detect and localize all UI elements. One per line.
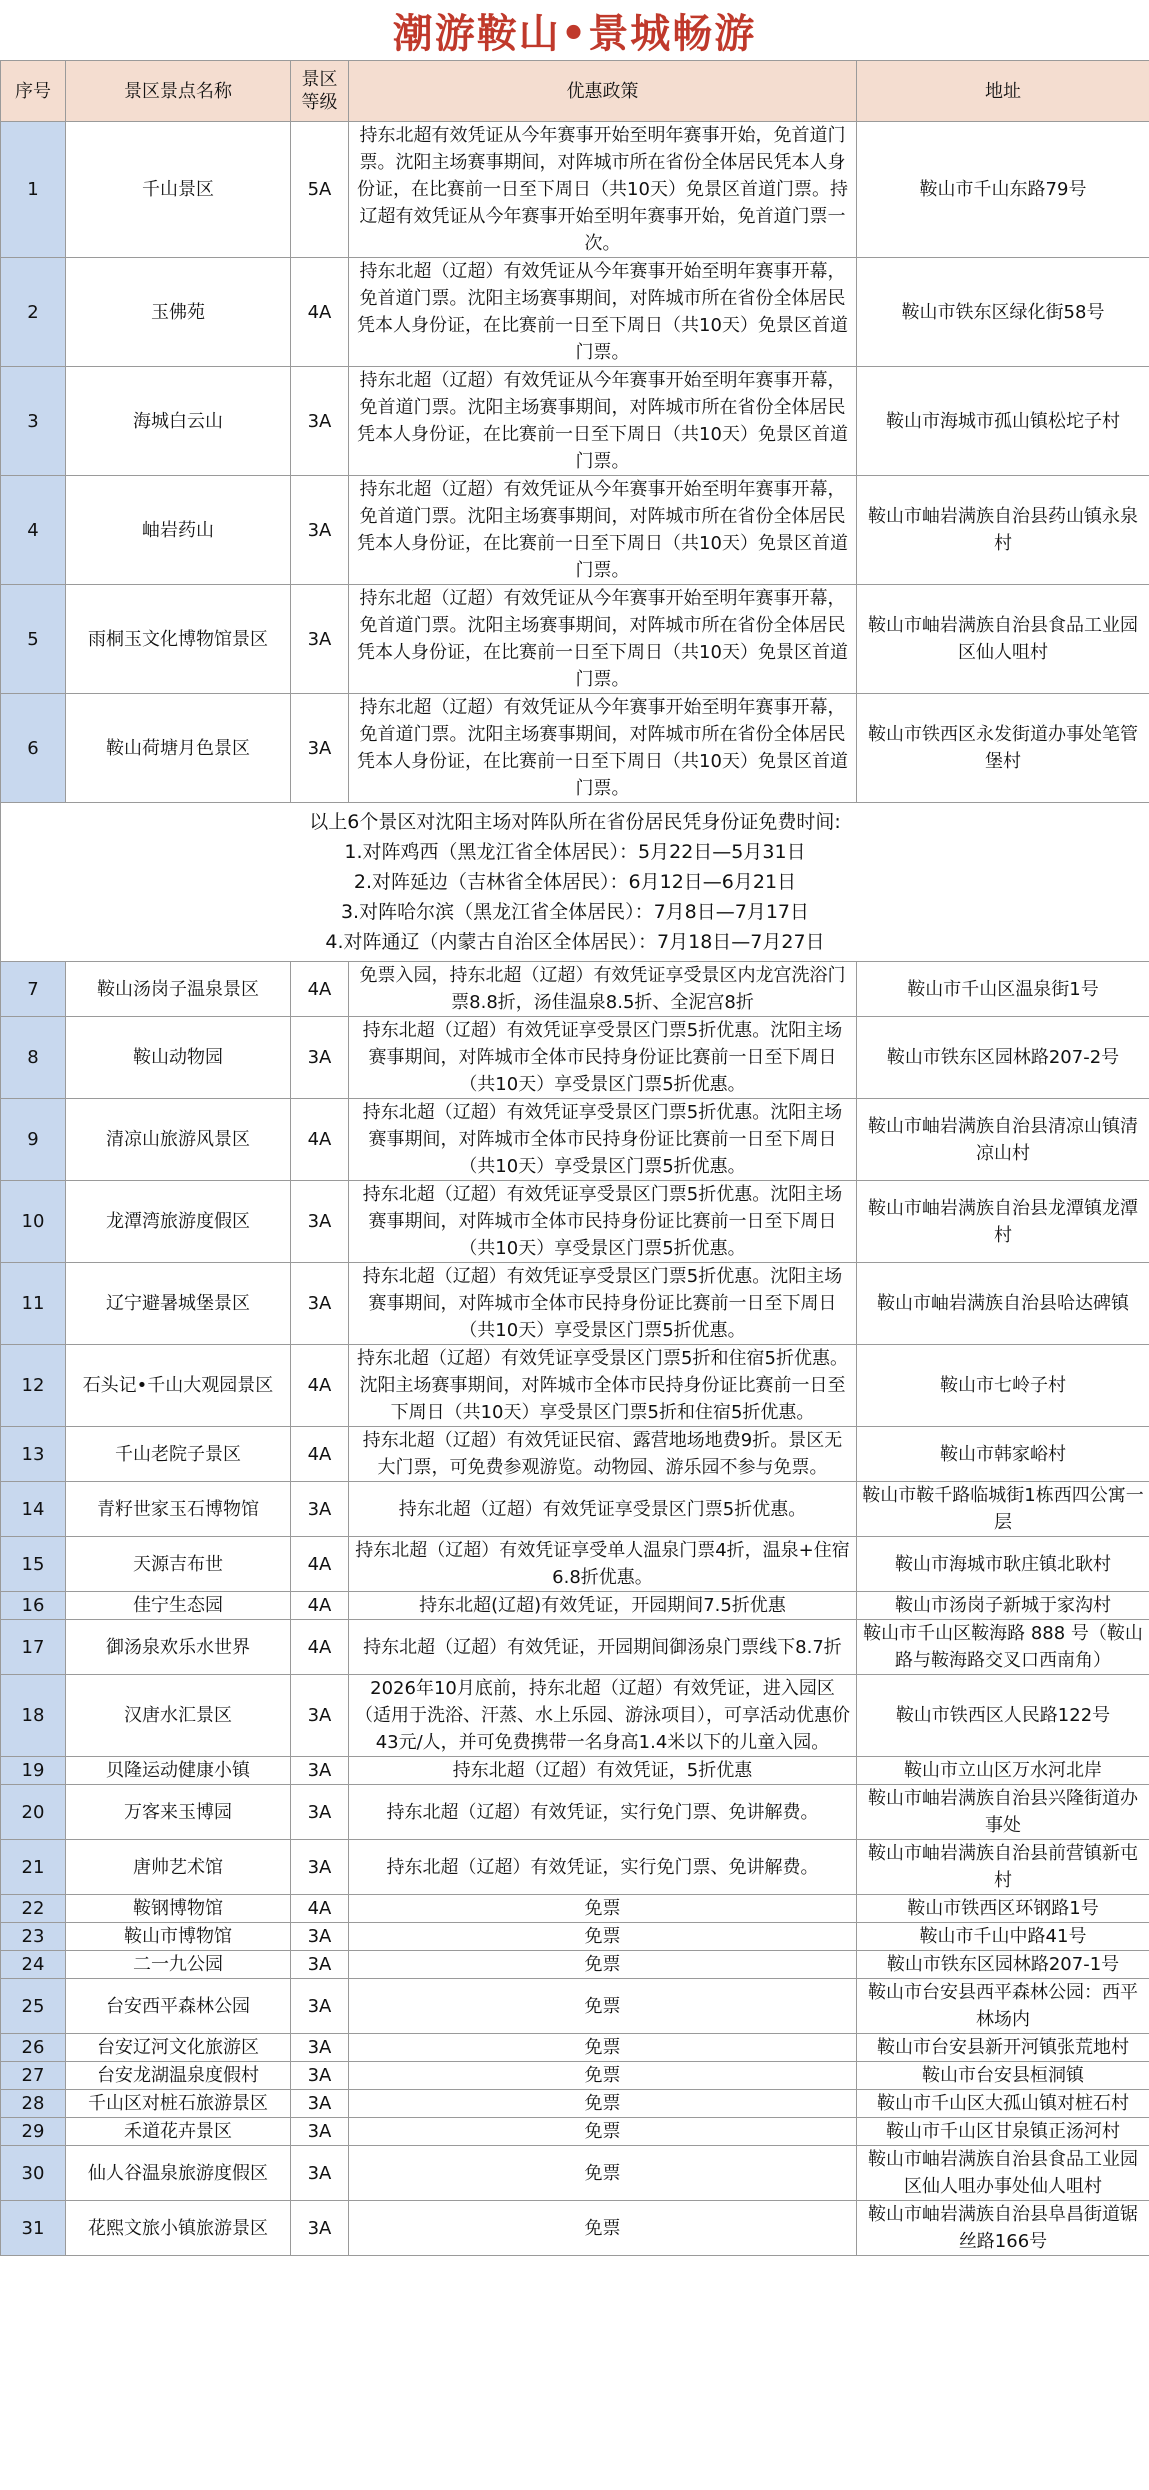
row-seq: 21	[1, 1840, 66, 1895]
row-seq: 29	[1, 2118, 66, 2146]
row-name: 二一九公园	[66, 1951, 291, 1979]
row-policy: 持东北超（辽超）有效凭证，实行免门票、免讲解费。	[349, 1785, 857, 1840]
row-grade: 3A	[291, 2146, 349, 2201]
row-seq: 2	[1, 258, 66, 367]
row-grade: 3A	[291, 2062, 349, 2090]
row-address: 鞍山市千山区鞍海路 888 号（鞍山路与鞍海路交叉口西南角）	[857, 1620, 1149, 1675]
table-row	[1, 1427, 1149, 1482]
row-name: 花熙文旅小镇旅游景区	[66, 2201, 291, 2256]
header-policy: 优惠政策	[349, 61, 857, 122]
row-address: 鞍山市鞍千路临城街1栋西四公寓一层	[857, 1482, 1149, 1537]
row-name: 千山老院子景区	[66, 1427, 291, 1482]
row-grade: 3A	[291, 2201, 349, 2256]
page-title: 潮游鞍山•景城畅游	[392, 10, 757, 57]
row-name: 鞍山荷塘月色景区	[66, 694, 291, 803]
row-name: 清凉山旅游风景区	[66, 1099, 291, 1181]
row-name: 石头记•千山大观园景区	[66, 1345, 291, 1427]
row-name: 辽宁避暑城堡景区	[66, 1263, 291, 1345]
row-grade: 3A	[291, 1482, 349, 1537]
row-grade: 3A	[291, 476, 349, 585]
note-intro: 以上6个景区对沈阳主场对阵队所在省份居民凭身份证免费时间:	[309, 811, 841, 833]
row-seq: 13	[1, 1427, 66, 1482]
row-address: 鞍山市立山区万水河北岸	[857, 1757, 1149, 1785]
row-address: 鞍山市汤岗子新城于家沟村	[857, 1592, 1149, 1620]
row-seq: 18	[1, 1675, 66, 1757]
table-row	[1, 1592, 1149, 1620]
table-row	[1, 2090, 1149, 2118]
row-address: 鞍山市海城市耿庄镇北耿村	[857, 1537, 1149, 1592]
table-row	[1, 1895, 1149, 1923]
row-name: 贝隆运动健康小镇	[66, 1757, 291, 1785]
row-policy: 2026年10月底前，持东北超（辽超）有效凭证，进入园区（适用于洗浴、汗蒸、水上乐园、游泳项目），可享活动优惠价43元/人，并可免费携带一名身高1.4米以下的儿童入园。	[349, 1675, 857, 1757]
row-name: 千山景区	[66, 122, 291, 258]
row-policy: 持东北超（辽超）有效凭证从今年赛事开始至明年赛事开幕，免首道门票。沈阳主场赛事期间，对阵城市所在省份全体居民凭本人身份证，在比赛前一日至下周日（共10天）免景区首道门票。	[349, 258, 857, 367]
row-seq: 26	[1, 2034, 66, 2062]
row-address: 鞍山市岫岩满族自治县食品工业园区仙人咀办事处仙人咀村	[857, 2146, 1149, 2201]
row-name: 汉唐水汇景区	[66, 1675, 291, 1757]
table-row	[1, 585, 1149, 694]
table-row	[1, 2062, 1149, 2090]
table-row	[1, 2118, 1149, 2146]
row-grade: 3A	[291, 1923, 349, 1951]
row-grade: 5A	[291, 122, 349, 258]
row-address: 鞍山市岫岩满族自治县前营镇新屯村	[857, 1840, 1149, 1895]
note-item: 2.对阵延边（吉林省全体居民）：6月12日—6月21日	[353, 871, 797, 893]
table-row	[1, 476, 1149, 585]
note-item: 1.对阵鸡西（黑龙江省全体居民）：5月22日—5月31日	[344, 841, 806, 863]
header-name: 景区景点名称	[66, 61, 291, 122]
row-grade: 3A	[291, 2090, 349, 2118]
row-name: 海城白云山	[66, 367, 291, 476]
row-policy: 持东北超(辽超)有效凭证，开园期间7.5折优惠	[349, 1592, 857, 1620]
row-seq: 20	[1, 1785, 66, 1840]
row-policy: 免票	[349, 1895, 857, 1923]
row-seq: 6	[1, 694, 66, 803]
table-row	[1, 1181, 1149, 1263]
row-seq: 16	[1, 1592, 66, 1620]
row-seq: 22	[1, 1895, 66, 1923]
row-grade: 3A	[291, 367, 349, 476]
row-grade: 3A	[291, 1017, 349, 1099]
row-seq: 14	[1, 1482, 66, 1537]
table-row	[1, 694, 1149, 803]
row-seq: 4	[1, 476, 66, 585]
row-name: 唐帅艺术馆	[66, 1840, 291, 1895]
row-policy: 持东北超有效凭证从今年赛事开始至明年赛事开始，免首道门票。沈阳主场赛事期间，对阵城市所在省份全体居民凭本人身份证，在比赛前一日至下周日（共10天）免景区首道门票。持辽超有效凭证从今年赛事开始至明年赛事开始，免首道门票一次。	[349, 122, 857, 258]
table-row	[1, 1757, 1149, 1785]
row-policy: 持东北超（辽超）有效凭证享受景区门票5折优惠。	[349, 1482, 857, 1537]
row-name: 鞍山汤岗子温泉景区	[66, 962, 291, 1017]
row-grade: 3A	[291, 1979, 349, 2034]
row-name: 仙人谷温泉旅游度假区	[66, 2146, 291, 2201]
row-policy: 免票	[349, 2062, 857, 2090]
row-address: 鞍山市千山区大孤山镇对桩石村	[857, 2090, 1149, 2118]
row-address: 鞍山市台安县新开河镇张荒地村	[857, 2034, 1149, 2062]
table-row	[1, 1537, 1149, 1592]
row-address: 鞍山市千山区甘泉镇正汤河村	[857, 2118, 1149, 2146]
row-grade: 4A	[291, 962, 349, 1017]
table-header-row	[1, 61, 1149, 122]
row-address: 鞍山市七岭子村	[857, 1345, 1149, 1427]
row-grade: 4A	[291, 1099, 349, 1181]
row-address: 鞍山市台安县西平森林公园：西平林场内	[857, 1979, 1149, 2034]
free-period-note-row	[1, 803, 1149, 962]
header-grade: 景区 等级	[291, 61, 349, 122]
row-grade: 3A	[291, 2118, 349, 2146]
table-row	[1, 1482, 1149, 1537]
table-row	[1, 1017, 1149, 1099]
row-name: 台安龙湖温泉度假村	[66, 2062, 291, 2090]
row-grade: 4A	[291, 1895, 349, 1923]
row-seq: 17	[1, 1620, 66, 1675]
row-policy: 持东北超（辽超）有效凭证，实行免门票、免讲解费。	[349, 1840, 857, 1895]
row-address: 鞍山市千山区温泉街1号	[857, 962, 1149, 1017]
table-row	[1, 258, 1149, 367]
row-policy: 持东北超（辽超）有效凭证从今年赛事开始至明年赛事开幕，免首道门票。沈阳主场赛事期间，对阵城市所在省份全体居民凭本人身份证，在比赛前一日至下周日（共10天）免景区首道门票。	[349, 476, 857, 585]
row-grade: 3A	[291, 1951, 349, 1979]
row-grade: 4A	[291, 1345, 349, 1427]
row-grade: 3A	[291, 2034, 349, 2062]
row-address: 鞍山市岫岩满族自治县药山镇永泉村	[857, 476, 1149, 585]
row-address: 鞍山市岫岩满族自治县食品工业园区仙人咀村	[857, 585, 1149, 694]
table-row	[1, 1785, 1149, 1840]
row-seq: 23	[1, 1923, 66, 1951]
table-row	[1, 962, 1149, 1017]
row-seq: 24	[1, 1951, 66, 1979]
row-policy: 持东北超（辽超）有效凭证，5折优惠	[349, 1757, 857, 1785]
row-address: 鞍山市岫岩满族自治县阜昌街道锯丝路166号	[857, 2201, 1149, 2256]
row-policy: 持东北超（辽超）有效凭证从今年赛事开始至明年赛事开幕，免首道门票。沈阳主场赛事期间，对阵城市所在省份全体居民凭本人身份证，在比赛前一日至下周日（共10天）免景区首道门票。	[349, 585, 857, 694]
row-seq: 10	[1, 1181, 66, 1263]
row-grade: 4A	[291, 258, 349, 367]
row-name: 千山区对桩石旅游景区	[66, 2090, 291, 2118]
note-item: 3.对阵哈尔滨（黑龙江省全体居民）：7月8日—7月17日	[340, 901, 810, 923]
row-policy: 持东北超（辽超）有效凭证从今年赛事开始至明年赛事开幕，免首道门票。沈阳主场赛事期间，对阵城市所在省份全体居民凭本人身份证，在比赛前一日至下周日（共10天）免景区首道门票。	[349, 694, 857, 803]
row-policy: 持东北超（辽超）有效凭证民宿、露营地场地费9折。景区无大门票，可免费参观游览。动物园、游乐园不参与免票。	[349, 1427, 857, 1482]
row-name: 鞍钢博物馆	[66, 1895, 291, 1923]
row-seq: 25	[1, 1979, 66, 2034]
table-row	[1, 1979, 1149, 2034]
row-name: 雨桐玉文化博物馆景区	[66, 585, 291, 694]
table-row	[1, 367, 1149, 476]
header-address: 地址	[857, 61, 1149, 122]
row-name: 天源吉布世	[66, 1537, 291, 1592]
row-policy: 免票	[349, 1951, 857, 1979]
row-policy: 免票	[349, 2034, 857, 2062]
row-policy: 免票入园，持东北超（辽超）有效凭证享受景区内龙宫洗浴门票8.8折，汤佳温泉8.5折、全泥宫8折	[349, 962, 857, 1017]
row-grade: 3A	[291, 1675, 349, 1757]
row-seq: 15	[1, 1537, 66, 1592]
row-seq: 31	[1, 2201, 66, 2256]
row-address: 鞍山市铁东区园林路207-1号	[857, 1951, 1149, 1979]
row-policy: 持东北超（辽超）有效凭证，开园期间御汤泉门票线下8.7折	[349, 1620, 857, 1675]
row-policy: 免票	[349, 1923, 857, 1951]
table-row	[1, 1345, 1149, 1427]
row-address: 鞍山市岫岩满族自治县哈达碑镇	[857, 1263, 1149, 1345]
row-policy: 持东北超（辽超）有效凭证享受景区门票5折优惠。沈阳主场赛事期间，对阵城市全体市民持身份证比赛前一日至下周日（共10天）享受景区门票5折优惠。	[349, 1017, 857, 1099]
row-policy: 持东北超（辽超）有效凭证享受单人温泉门票4折，温泉+住宿6.8折优惠。	[349, 1537, 857, 1592]
row-name: 鞍山市博物馆	[66, 1923, 291, 1951]
row-address: 鞍山市岫岩满族自治县龙潭镇龙潭村	[857, 1181, 1149, 1263]
row-policy: 免票	[349, 2146, 857, 2201]
row-policy: 持东北超（辽超）有效凭证享受景区门票5折优惠。沈阳主场赛事期间，对阵城市全体市民持身份证比赛前一日至下周日（共10天）享受景区门票5折优惠。	[349, 1263, 857, 1345]
table-row	[1, 2146, 1149, 2201]
row-policy: 免票	[349, 2201, 857, 2256]
table-row	[1, 2034, 1149, 2062]
row-seq: 3	[1, 367, 66, 476]
table-row	[1, 1675, 1149, 1757]
row-name: 青籽世家玉石博物馆	[66, 1482, 291, 1537]
table-row	[1, 2201, 1149, 2256]
row-address: 鞍山市岫岩满族自治县清凉山镇清凉山村	[857, 1099, 1149, 1181]
row-name: 御汤泉欢乐水世界	[66, 1620, 291, 1675]
row-name: 台安辽河文化旅游区	[66, 2034, 291, 2062]
row-address: 鞍山市铁西区永发街道办事处笔管堡村	[857, 694, 1149, 803]
row-policy: 持东北超（辽超）有效凭证从今年赛事开始至明年赛事开幕，免首道门票。沈阳主场赛事期间，对阵城市所在省份全体居民凭本人身份证，在比赛前一日至下周日（共10天）免景区首道门票。	[349, 367, 857, 476]
row-grade: 4A	[291, 1427, 349, 1482]
row-seq: 27	[1, 2062, 66, 2090]
row-address: 鞍山市千山东路79号	[857, 122, 1149, 258]
table-row	[1, 1099, 1149, 1181]
table-row	[1, 1263, 1149, 1345]
table-row	[1, 1951, 1149, 1979]
row-seq: 12	[1, 1345, 66, 1427]
row-seq: 5	[1, 585, 66, 694]
row-seq: 9	[1, 1099, 66, 1181]
header-seq: 序号	[1, 61, 66, 122]
row-address: 鞍山市海城市孤山镇松坨子村	[857, 367, 1149, 476]
row-address: 鞍山市岫岩满族自治县兴隆街道办事处	[857, 1785, 1149, 1840]
table-row	[1, 1620, 1149, 1675]
row-name: 万客来玉博园	[66, 1785, 291, 1840]
note-item: 4.对阵通辽（内蒙古自治区全体居民）：7月18日—7月27日	[325, 931, 825, 953]
row-policy: 持东北超（辽超）有效凭证享受景区门票5折优惠。沈阳主场赛事期间，对阵城市全体市民持身份证比赛前一日至下周日（共10天）享受景区门票5折优惠。	[349, 1181, 857, 1263]
row-name: 台安西平森林公园	[66, 1979, 291, 2034]
row-grade: 3A	[291, 1757, 349, 1785]
row-name: 岫岩药山	[66, 476, 291, 585]
row-grade: 4A	[291, 1592, 349, 1620]
row-grade: 4A	[291, 1537, 349, 1592]
row-grade: 3A	[291, 694, 349, 803]
row-grade: 3A	[291, 1263, 349, 1345]
row-seq: 28	[1, 2090, 66, 2118]
row-policy: 免票	[349, 1979, 857, 2034]
row-address: 鞍山市台安县桓洞镇	[857, 2062, 1149, 2090]
row-address: 鞍山市铁东区园林路207-2号	[857, 1017, 1149, 1099]
row-grade: 3A	[291, 1840, 349, 1895]
row-name: 玉佛苑	[66, 258, 291, 367]
row-seq: 30	[1, 2146, 66, 2201]
row-seq: 1	[1, 122, 66, 258]
row-name: 佳宁生态园	[66, 1592, 291, 1620]
row-seq: 11	[1, 1263, 66, 1345]
row-address: 鞍山市铁东区绿化街58号	[857, 258, 1149, 367]
table-row	[1, 122, 1149, 258]
table-row	[1, 1923, 1149, 1951]
row-name: 龙潭湾旅游度假区	[66, 1181, 291, 1263]
row-policy: 持东北超（辽超）有效凭证享受景区门票5折和住宿5折优惠。沈阳主场赛事期间，对阵城市全体市民持身份证比赛前一日至下周日（共10天）享受景区门票5折和住宿5折优惠。	[349, 1345, 857, 1427]
row-seq: 7	[1, 962, 66, 1017]
row-address: 鞍山市韩家峪村	[857, 1427, 1149, 1482]
row-grade: 4A	[291, 1620, 349, 1675]
row-policy: 免票	[349, 2118, 857, 2146]
row-grade: 3A	[291, 585, 349, 694]
row-seq: 19	[1, 1757, 66, 1785]
row-policy: 免票	[349, 2090, 857, 2118]
table-row	[1, 1840, 1149, 1895]
row-name: 禾道花卉景区	[66, 2118, 291, 2146]
row-seq: 8	[1, 1017, 66, 1099]
row-address: 鞍山市铁西区人民路122号	[857, 1675, 1149, 1757]
scenic-discount-table	[0, 60, 1149, 2256]
row-grade: 3A	[291, 1785, 349, 1840]
row-name: 鞍山动物园	[66, 1017, 291, 1099]
free-period-note	[1, 803, 1149, 962]
row-address: 鞍山市千山中路41号	[857, 1923, 1149, 1951]
row-address: 鞍山市铁西区环钢路1号	[857, 1895, 1149, 1923]
row-policy: 持东北超（辽超）有效凭证享受景区门票5折优惠。沈阳主场赛事期间，对阵城市全体市民持身份证比赛前一日至下周日（共10天）享受景区门票5折优惠。	[349, 1099, 857, 1181]
row-grade: 3A	[291, 1181, 349, 1263]
